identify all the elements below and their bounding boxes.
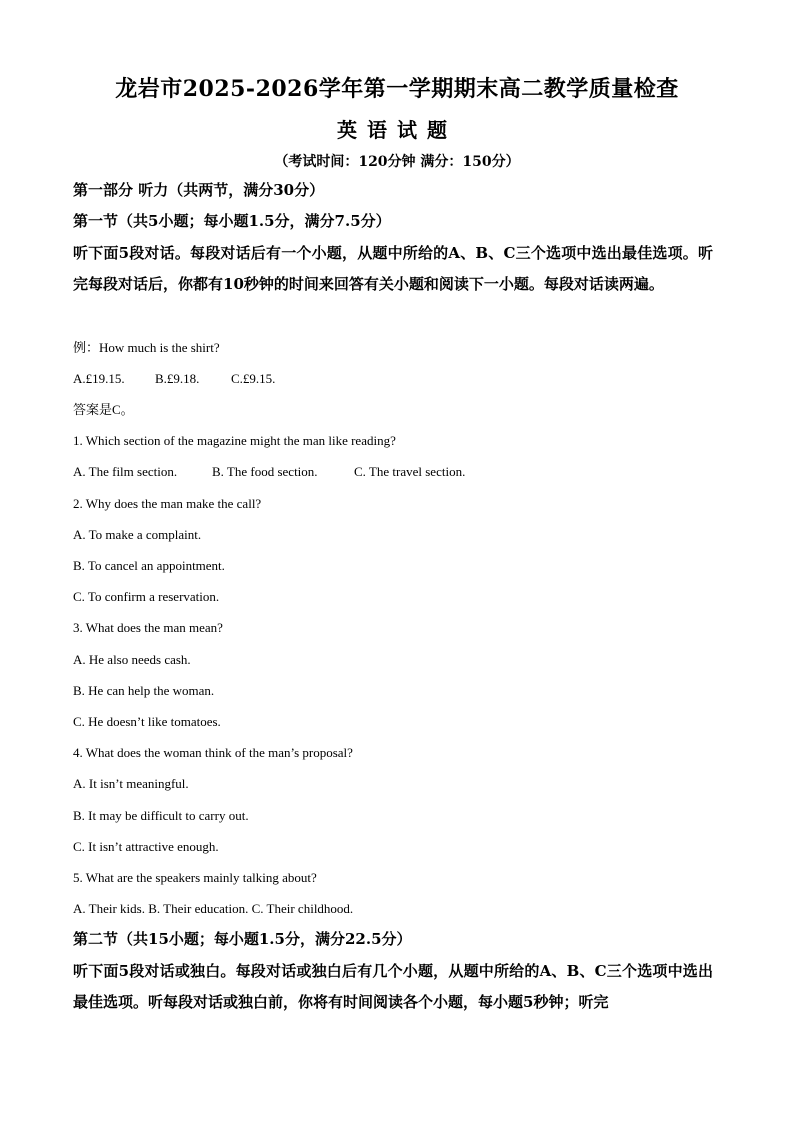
exam-time-note: （考试时间：120分钟 满分：150分） xyxy=(274,154,520,170)
example-option-a: A.£19.15. xyxy=(73,371,125,386)
q3-option-b: B. He can help the woman. xyxy=(73,683,215,698)
q2-option-a: A. To make a complaint. xyxy=(73,527,202,542)
question-1-options xyxy=(73,465,465,478)
section2-heading: 第二节（共15小题；每小题1.5分，满分22.5分） xyxy=(73,930,412,948)
question-5: 5. What are the speakers mainly talking about? xyxy=(73,870,317,885)
question-2: 2. Why does the man make the call? xyxy=(73,496,262,511)
section1-heading: 第一节（共5小题；每小题1.5分，满分7.5分） xyxy=(73,212,391,230)
q2-option-c: C. To confirm a reservation. xyxy=(73,589,220,604)
page-title: 龙岩市2025-2026学年第一学期期末高二教学质量检查 xyxy=(115,76,679,102)
example-question: 例：How much is the shirt? xyxy=(73,340,220,355)
q1-option-a: A. The film section. xyxy=(73,464,178,479)
q5-options: A. Their kids. B. Their education. C. Their childhood. xyxy=(73,901,354,916)
example-option-c: C.£9.15. xyxy=(231,371,276,386)
example-answer: 答案是C。 xyxy=(73,402,134,417)
q2-option-b: B. To cancel an appointment. xyxy=(73,558,225,573)
q1-option-c: C. The travel section. xyxy=(354,464,466,479)
question-1: 1. Which section of the magazine might the man like reading? xyxy=(73,433,396,448)
q4-option-b: B. It may be difficult to carry out. xyxy=(73,808,249,823)
page-subtitle: 英语试题 xyxy=(337,118,457,142)
q4-option-c: C. It isn’t attractive enough. xyxy=(73,839,219,854)
q3-option-a: A. He also needs cash. xyxy=(73,652,191,667)
example-options xyxy=(73,372,275,385)
question-4: 4. What does the woman think of the man’s proposal? xyxy=(73,745,353,760)
q1-option-b: B. The food section. xyxy=(212,464,318,479)
section2-instructions: 听下面5段对话或独白。每段对话或独白后有几个小题，从题中所给的A、B、C三个选项中选出最佳选项。听每段对话或独白前，你将有时间阅读各个小题，每小题5秒钟；听完 xyxy=(73,962,713,1011)
section1-instructions: 听下面5段对话。每段对话后有一个小题，从题中所给的A、B、C三个选项中选出最佳选项。听完每段对话后，你都有10秒钟的时间来回答有关小题和阅读下一小题。每段对话读两遍。 xyxy=(73,244,713,293)
q3-option-c: C. He doesn’t like tomatoes. xyxy=(73,714,221,729)
example-option-b: B.£9.18. xyxy=(155,371,200,386)
part1-heading: 第一部分 听力（共两节，满分30分） xyxy=(73,181,325,199)
q4-option-a: A. It isn’t meaningful. xyxy=(73,776,189,791)
question-3: 3. What does the man mean? xyxy=(73,620,223,635)
